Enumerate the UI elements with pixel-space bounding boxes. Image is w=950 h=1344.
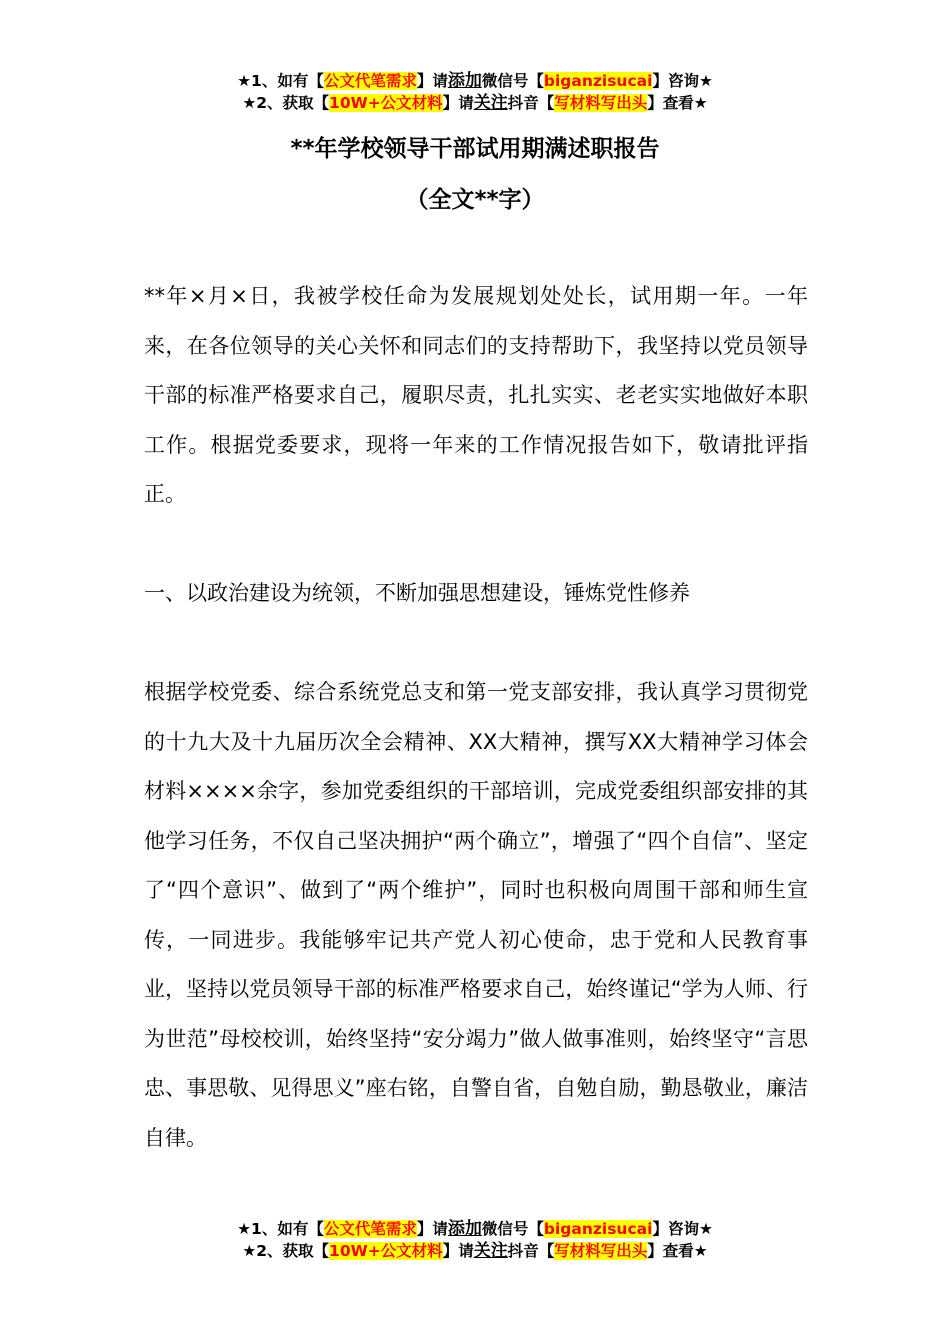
star-icon: ★ (237, 1220, 252, 1238)
highlight-service: 公文代笔需求 (323, 72, 417, 90)
highlight-wechat-id: biganzisucai (543, 72, 653, 90)
banner-line-2 (0, 1240, 950, 1262)
banner-text: 抖音【 (507, 94, 555, 112)
banner-text: 】请 (442, 94, 474, 112)
section-heading-1: 一、以政治建设为统领，不断加强思想建设，锤炼党性修养 (144, 581, 690, 605)
highlight-douyin: 写材料写出头 (554, 94, 648, 112)
banner-line-1 (0, 70, 950, 92)
highlight-service: 公文代笔需求 (323, 1220, 417, 1238)
star-icon: ★ (698, 72, 713, 90)
underlined-add: 添加 (447, 1219, 482, 1239)
underlined-follow: 关注 (473, 93, 508, 113)
banner-text: 抖音【 (507, 1242, 555, 1260)
star-icon: ★ (242, 1242, 257, 1260)
underlined-add: 添加 (447, 71, 482, 91)
banner-text: 】查看 (647, 1242, 694, 1260)
banner-text: 2、获取【 (256, 1242, 330, 1260)
star-icon: ★ (693, 94, 708, 112)
banner-text: 】请 (416, 1220, 448, 1238)
banner-text: 1、如有【 (251, 72, 324, 90)
highlight-materials: 10W+公文材料 (329, 1242, 443, 1260)
highlight-wechat-id: biganzisucai (543, 1220, 653, 1238)
banner-text: 微信号【 (481, 1220, 544, 1238)
banner-text: 2、获取【 (256, 94, 330, 112)
paragraph-intro: **年×月×日，我被学校任命为发展规划处处长，试用期一年。一年来，在各位领导的关心关怀和同志们的支持帮助下，我坚持以党员领导干部的标准严格要求自己，履职尽责，扎扎实实、老老实实地做好本职工作。根据党委要求，现将一年来的工作情况报告如下，敬请批评指正。 (144, 284, 808, 506)
banner-text: 】咨询 (652, 1220, 699, 1238)
banner-text: 】请 (416, 72, 448, 90)
star-icon: ★ (237, 72, 252, 90)
highlight-douyin: 写材料写出头 (554, 1242, 648, 1260)
document-title: **年学校领导干部试用期满述职报告 (290, 136, 660, 162)
banner-text: 】请 (442, 1242, 474, 1260)
highlight-materials: 10W+公文材料 (329, 94, 443, 112)
banner-text: 】查看 (647, 94, 694, 112)
header-banner (0, 70, 950, 114)
star-icon: ★ (693, 1242, 708, 1260)
paragraph-section-1: 根据学校党委、综合系统党总支和第一党支部安排，我认真学习贯彻党的十九大及十九届历次全会精神、XX大精神，撰写XX大精神学习体会材料××××余字，参加党委组织的干部培训，完成党委组织部安排的其他学习任务，不仅自己坚决拥护“两个确立”，增强了“四个自信”、坚定了“四个意识”、做到了“两个维护”，同时也积极向周围干部和师生宣传，一同进步。我能够牢记共产党人初心使命，忠于党和人民教育事业，坚持以党员领导干部的标准严格要求自己，始终谨记“学为人师、行为世范”母校校训，始终坚持“安分竭力”做人做事准则，始终坚守“言思忠、事思敬、见得思义”座右铭，自警自省，自勉自励，勤恳敬业，廉洁自律。 (144, 680, 808, 1150)
banner-line-2 (0, 92, 950, 114)
footer-banner (0, 1218, 950, 1262)
banner-text: 微信号【 (481, 72, 544, 90)
banner-line-1 (0, 1218, 950, 1240)
document-subtitle: （全文**字） (405, 187, 545, 213)
underlined-follow: 关注 (473, 1241, 508, 1261)
star-icon: ★ (242, 94, 257, 112)
star-icon: ★ (698, 1220, 713, 1238)
banner-text: 1、如有【 (251, 1220, 324, 1238)
banner-text: 】咨询 (652, 72, 699, 90)
